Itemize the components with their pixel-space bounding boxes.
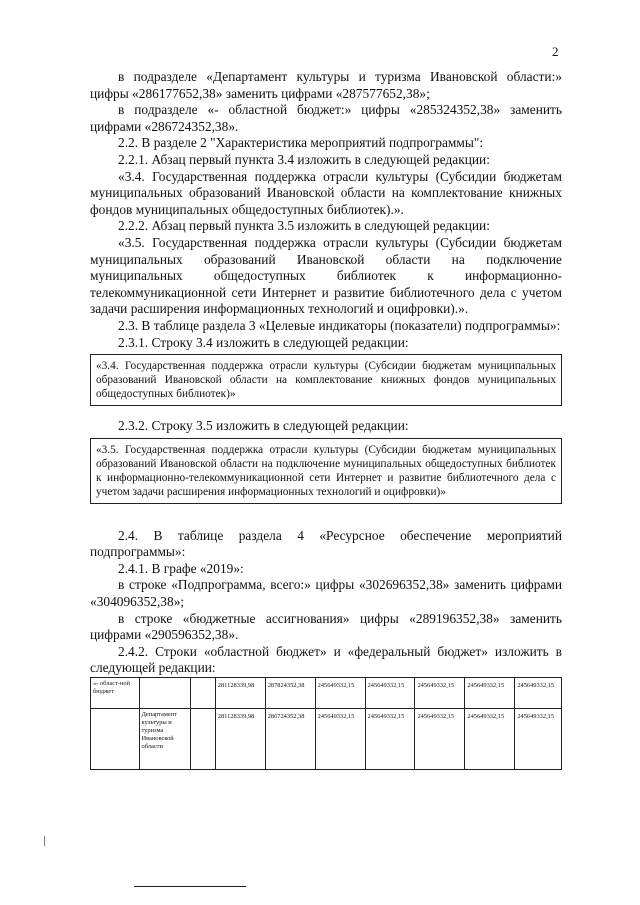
paragraph-1: в подразделе «Департамент культуры и туризма Ивановской области:» цифры «286177652,38» заменить цифрами «287577652,38»; (90, 69, 562, 101)
table-cell-label: «- област-ной бюджет (91, 678, 140, 709)
paragraph-2-2: 2.2. В разделе 2 "Характеристика мероприятий подпрограммы": (118, 135, 484, 151)
table-cell: 245649332,15 (315, 709, 365, 770)
table-cell (139, 678, 190, 709)
footnote-rule (134, 886, 246, 887)
table-cell-label (91, 709, 140, 770)
page-number: 2 (552, 44, 559, 59)
table-cell: 245649332,15 (515, 678, 562, 709)
budget-table (90, 677, 562, 770)
row-3-4-box: «3.4. Государственная поддержка отрасли культуры (Субсидии бюджетам муниципальных образований Ивановской области на комплектование книжных фондов муниципальных общедоступных библиотек)» (90, 354, 562, 406)
table-cell (190, 678, 215, 709)
table-row (91, 709, 562, 770)
table-row (91, 678, 562, 709)
paragraph-subprogram-row: в строке «Подпрограмма, всего:» цифры «302696352,38» заменить цифрами «304096352,38»; (90, 577, 562, 610)
table-cell: 245649332,15 (465, 709, 515, 770)
document-body (90, 69, 562, 770)
row-3-5-box: «3.5. Государственная поддержка отрасли культуры (Субсидии бюджетам муниципальных образований Ивановской области на подключение муниципальных общедоступных библиотек к информационно-телекоммуникационной сети Интернет и развитие библиотечного дела с учетом задачи расширения информационных технологий и оцифровки)» (90, 438, 562, 504)
table-cell: 245649332,15 (365, 678, 415, 709)
table-cell: 245649332,15 (515, 709, 562, 770)
table-cell: 287824352,38 (265, 678, 315, 709)
table-cell: 245649332,15 (315, 678, 365, 709)
table-cell: Департамент культуры и туризма Ивановской области (139, 709, 190, 770)
table-cell: 281128339,98 (215, 678, 265, 709)
paragraph-2-2-2: 2.2.2. Абзац первый пункта 3.5 изложить в следующей редакции: (118, 218, 490, 234)
paragraph-2: в подразделе «- областной бюджет:» цифры «285324352,38» заменить цифрами «286724352,38». (90, 102, 562, 134)
paragraph-budget-row: в строке «бюджетные ассигнования» цифры «289196352,38» заменить цифрами «290596352,38». (90, 610, 562, 643)
quote-3-5: «3.5. Государственная поддержка отрасли культуры (Субсидии бюджетам муниципальных образований Ивановской области на подключение муниципальных общедоступных библиотек к информационно-телекоммуникационной сети Интернет и развитие библиотечного дела с учетом задачи расширения информационных технологий и оцифровки).». (90, 234, 562, 317)
table-cell: 286724352,38 (265, 709, 315, 770)
paragraph-2-4: 2.4. В таблице раздела 4 «Ресурсное обеспечение мероприятий подпрограммы»: (90, 527, 562, 560)
quote-3-4: «3.4. Государственная поддержка отрасли культуры (Субсидии бюджетам муниципальных образований Ивановской области на комплектование книжных фондов муниципальных общедоступных библиотек).». (90, 168, 562, 217)
paragraph-2-3-1: 2.3.1. Строку 3.4 изложить в следующей редакции: (118, 334, 409, 350)
table-cell: 281128339,98 (215, 709, 265, 770)
paragraph-2-4-2: 2.4.2. Строки «областной бюджет» и «федеральный бюджет» изложить в следующей редакции: (90, 643, 562, 676)
table-cell: 245649332,15 (415, 709, 465, 770)
table-cell: 245649332,15 (465, 678, 515, 709)
table-cell: 245649332,15 (365, 709, 415, 770)
paragraph-2-3-2: 2.3.2. Строку 3.5 изложить в следующей редакции: (118, 418, 409, 434)
paragraph-2-2-1: 2.2.1. Абзац первый пункта 3.4 изложить в следующей редакции: (118, 151, 490, 167)
paragraph-2-3: 2.3. В таблице раздела 3 «Целевые индикаторы (показатели) подпрограммы»: (118, 317, 561, 333)
table-cell (190, 709, 215, 770)
table-cell: 245649332,15 (415, 678, 465, 709)
scan-mark (44, 836, 45, 846)
paragraph-2-4-1: 2.4.1. В графе «2019»: (118, 560, 244, 576)
